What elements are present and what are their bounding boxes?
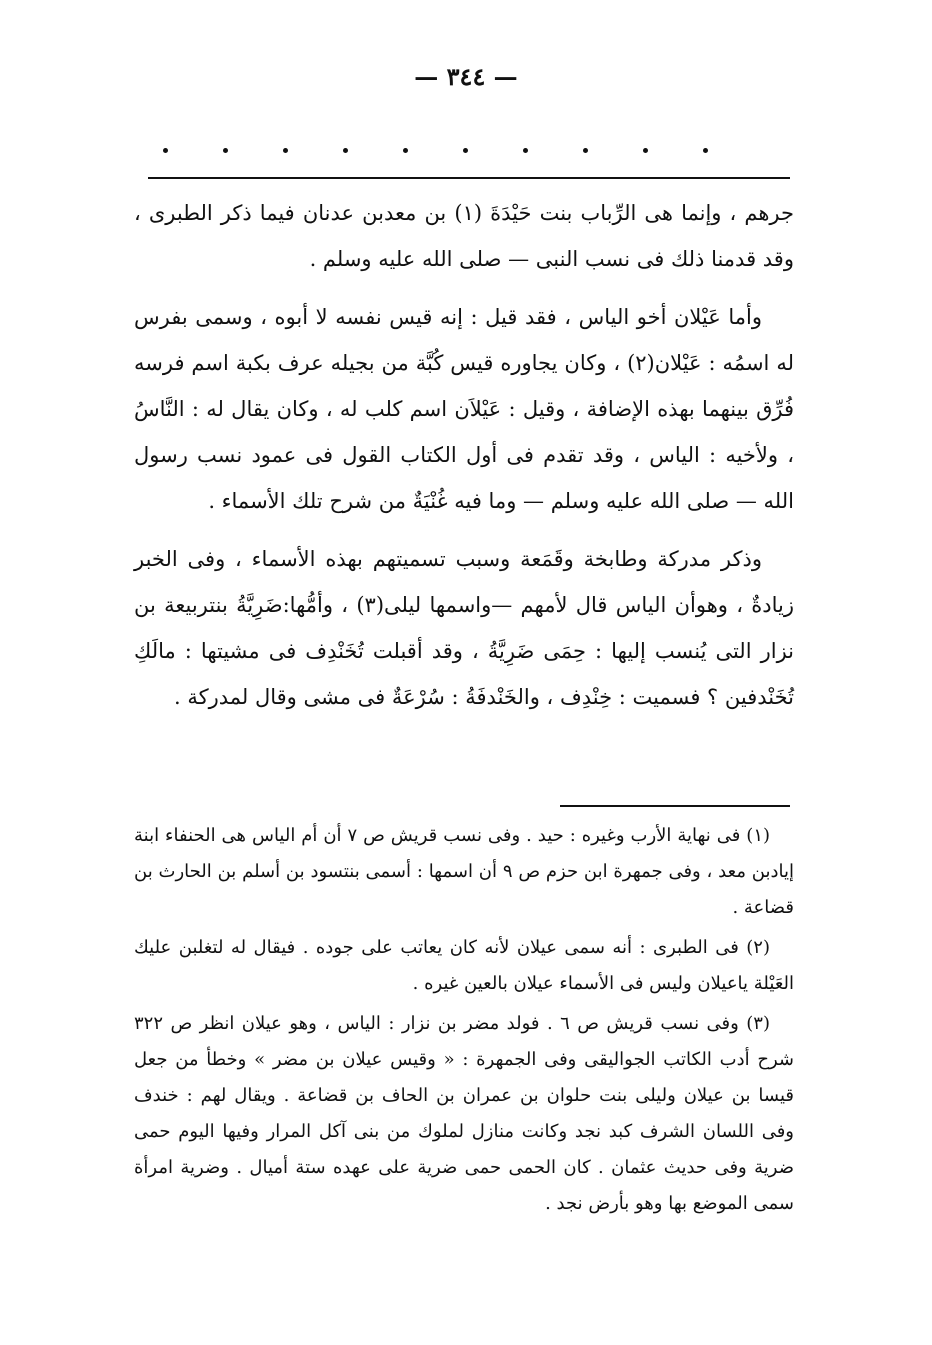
separator-dot: [283, 148, 288, 153]
footnote-2: (٢) فى الطبرى : أنه سمى عيلان لأنه كان يعاتب على جوده . فيقال له لتغلبن عليك العَيْلة ياعيلان وليس فى الأسماء عيلان بالعين غيره .: [134, 937, 794, 994]
separator-dot: [403, 148, 408, 153]
footnotes-section: [134, 818, 794, 1226]
separator-dot: [223, 148, 228, 153]
footnote-1: (١) فى نهاية الأرب وغيره : حيد . وفى نسب قريش ص ٧ أن أم الياس هى الحنفاء ابنة إيادبن معد ، وفى جمهرة ابن حزم ص ٩ أن اسمها : أسمى بنتسود بن أسلم بن الحارث بن قضاعة .: [134, 825, 794, 918]
footnote-3: (٣) وفى نسب قريش ص ٦ . فولد مضر بن نزار : الياس ، وهو عيلان انظر ص ٣٢٢ شرح أدب الكاتب الجواليقى وفى الجمهرة : « وقيس عيلان بن مضر » وخطأ من جعل قيسا بن عيلان وليلى بنت حلوان بن عمران بن الحاف بن قضاعة . ويقال لهم : خندف وفى اللسان الشرف كبد نجد وكانت منازل لملوك من بنى آكل المرار وفيها اليوم حمى ضرية وفى حديث عثمان . كان الحمى حمى ضرية على عهده ستة أميال . وضرية امرأة سمى الموضع بها وهو بأرض نجد .: [134, 1013, 794, 1214]
top-rule: [148, 177, 790, 179]
main-paragraph-2: وأما عَيْلان أخو الياس ، فقد قيل : إنه قيس نفسه لا أبوه ، وسمى بفرس له اسمُه : عَيْلان(٢) ، وكان يجاوره قيس كُبَّة من بجيله عرف بكبة اسم فرسه فُرِّق بينهما بهذه الإضافة ، وقيل : عَيْلاَن اسم كلب له ، وكان يقال له : النَّاسُ ، ولأخيه : الياس ، وقد تقدم فى أول الكتاب القول فى عمود نسب رسول الله — صلى الله عليه وسلم — وما فيه غُنْيَةٌ من شرح تلك الأسماء .: [134, 305, 794, 513]
footnote-rule: [560, 805, 790, 807]
main-paragraph-3: وذكر مدركة وطابخة وقَمَعة وسبب تسميتهم بهذه الأسماء ، وفى الخبر زيادةٌ ، وهوأن الياس قال لأمهم —واسمها ليلى(٣) ، وأمُّها:ضَرِيَّةُ بنتربيعة بن نزار التى يُنسب إليها : حِمَى ضَرِيَّةُ ، وقد أقبلت تُخَنْدِف فى مشيتها : مالَكِ تُخَنْدفين ؟ فسميت : خِنْدِف ، والخَنْدفَةُ : سُرْعَةٌ فى مشى وقال لمدركة .: [134, 547, 794, 709]
separator-dot: [643, 148, 648, 153]
separator-dot: [583, 148, 588, 153]
separator-dot: [523, 148, 528, 153]
separator-dot: [463, 148, 468, 153]
separator-dot: [163, 148, 168, 153]
separator-dot: [343, 148, 348, 153]
ornamental-dot-separator: [165, 140, 705, 160]
page-number: — ٣٤٤ —: [414, 62, 518, 91]
separator-dot: [703, 148, 708, 153]
main-paragraph-1: جرهم ، وإنما هى الرِّباب بنت حَيْدَةَ (١) بن معدبن عدنان فيما ذكر الطبرى ، وقد قدمنا ذلك فى نسب النبى — صلى الله عليه وسلم .: [134, 201, 795, 271]
main-text-body: [134, 190, 794, 720]
